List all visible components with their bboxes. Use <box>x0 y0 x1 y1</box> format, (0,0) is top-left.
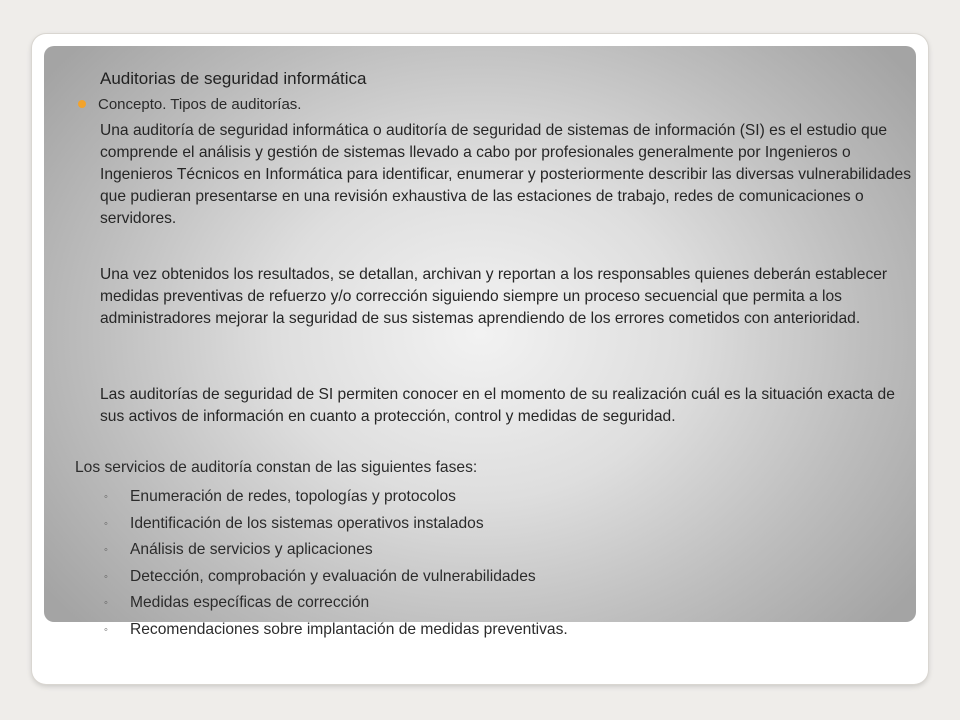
paragraph-results: Una vez obtenidos los resultados, se detallan, archivan y reportan a los responsables quienes deberán establecer medidas preventivas de refuerzo y/o corrección siguiendo siempre un proceso secuencial que permita a los administradores mejorar la seguridad de sus sistemas aprendiendo de los errores cometidos con anterioridad. <box>100 266 888 327</box>
paragraph-definition: Una auditoría de seguridad informática o auditoría de seguridad de sistemas de información (SI) es el estudio que comprende el análisis y gestión de sistemas llevado a cabo por profesionales generalmente por Ingenieros o Ingenieros Técnicos en Informática para identificar, enumerar y posteriormente describir las diversas vulnerabilidades que pudieran presentarse en una revisión exhaustiva de las estaciones de trabajo, redes de comunicaciones o servidores. <box>100 122 911 227</box>
phase-item: ◦ Análisis de servicios y aplicaciones <box>104 539 568 566</box>
bullet-dot-icon <box>78 100 86 108</box>
circle-bullet-icon: ◦ <box>104 623 108 636</box>
paragraph-assets: Las auditorías de seguridad de SI permiten conocer en el momento de su realización cuál es la situación exacta de sus activos de información en cuanto a protección, control y medidas de seguridad. <box>100 386 895 425</box>
circle-bullet-icon: ◦ <box>104 517 108 530</box>
circle-bullet-icon: ◦ <box>104 544 108 556</box>
circle-bullet-icon: ◦ <box>104 570 108 583</box>
phases-list <box>104 486 568 645</box>
phase-item: ◦ Enumeración de redes, topologías y protocolos <box>104 486 568 513</box>
slide-heading: Auditorias de seguridad informática <box>100 69 367 88</box>
phases-intro: Los servicios de auditoría constan de las siguientes fases: <box>75 459 478 476</box>
phase-item: ◦ Recomendaciones sobre implantación de medidas preventivas. <box>104 619 568 646</box>
bullet-text: Concepto. Tipos de auditorías. <box>98 96 302 113</box>
phase-item: ◦ Medidas específicas de corrección <box>104 592 568 619</box>
circle-bullet-icon: ◦ <box>104 491 108 503</box>
phase-item: ◦ Identificación de los sistemas operativos instalados <box>104 513 568 540</box>
phase-item: ◦ Detección, comprobación y evaluación de vulnerabilidades <box>104 566 568 593</box>
bullet-item <box>78 94 301 116</box>
circle-bullet-icon: ◦ <box>104 597 108 609</box>
